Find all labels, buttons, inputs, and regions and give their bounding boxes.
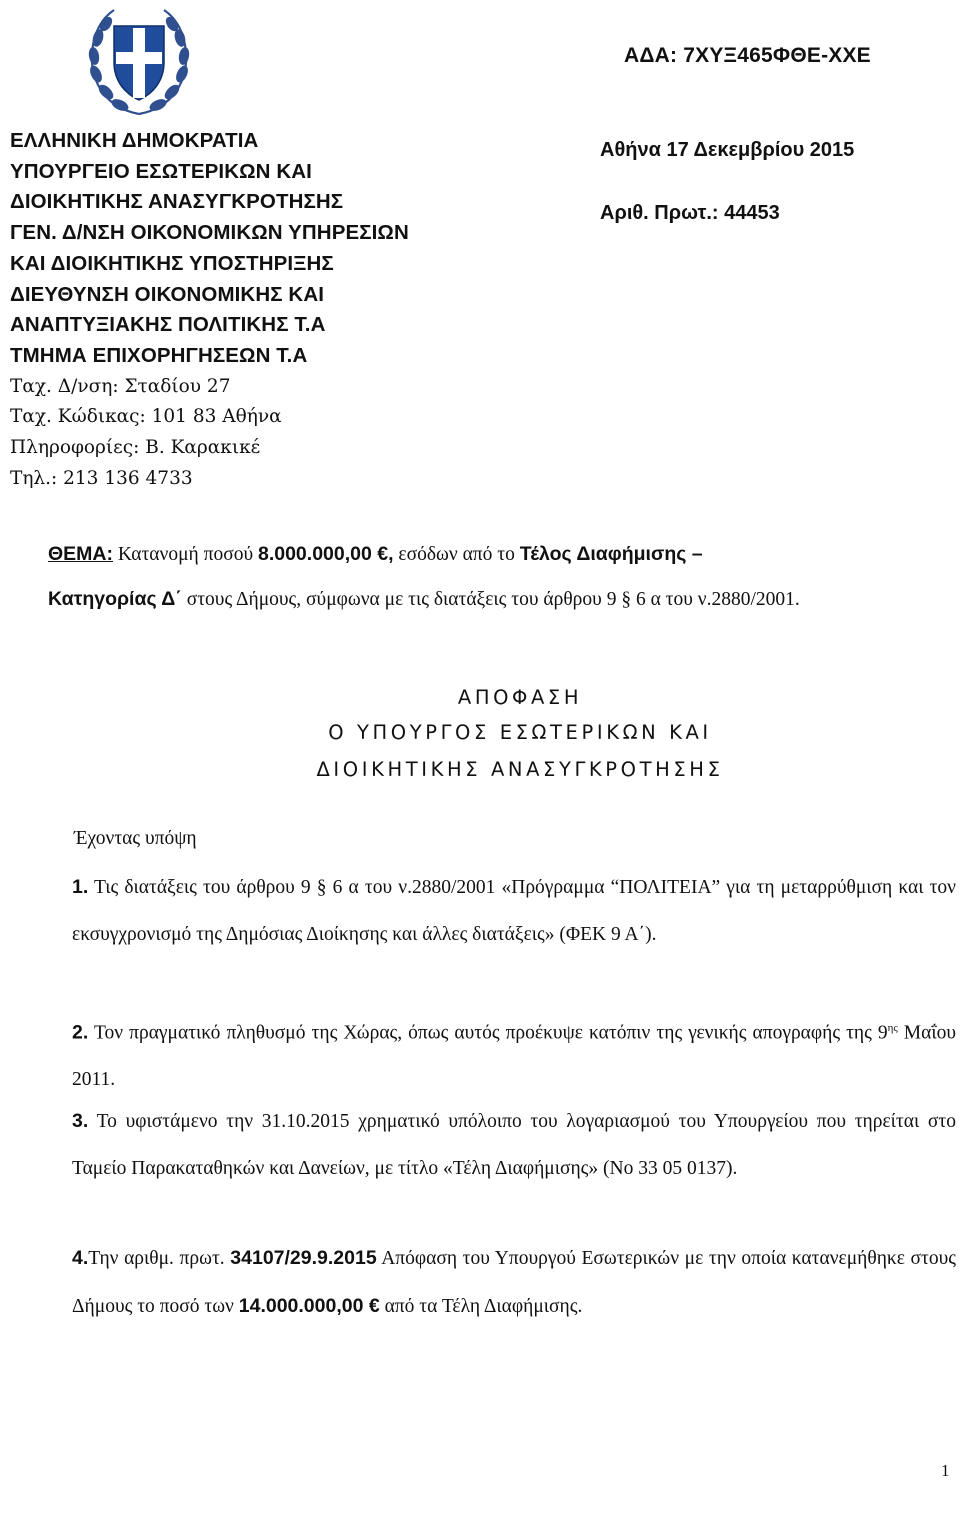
subject-paragraph	[48, 532, 956, 622]
subject-text: στους Δήμους, σύμφωνα με τις διατάξεις του άρθρου 9 § 6 α του ν.2880/2001.	[181, 589, 800, 610]
item-text: Τις διατάξεις του άρθρου 9 § 6 α του ν.2880/2001 «Πρόγραμμα “ΠΟΛΙΤΕΙΑ” για τη μεταρρύθμιση και τον εκσυγχρονισμό της Δημόσιας Διοίκησης και άλλες διατάξεις» (ΦΕΚ 9 Α΄).	[72, 877, 956, 945]
sender-block	[10, 126, 530, 494]
item-number: 2.	[72, 1021, 89, 1044]
sender-line: ΔΙΟΙΚΗΤΙΚΗΣ ΑΝΑΣΥΓΚΡΟΤΗΣΗΣ	[10, 190, 344, 214]
item-text: από τα Τέλη Διαφήμισης.	[379, 1295, 583, 1317]
list-item	[72, 864, 956, 958]
ada-code: ΑΔΑ: 7ΧΥΞ465ΦΘΕ-ΧΧΕ	[624, 44, 871, 67]
address-line: Ταχ. Δ/νση: Σταδίου 27	[10, 375, 231, 397]
page-number: 1	[941, 1461, 950, 1480]
phone-line: Τηλ.: 213 136 4733	[10, 467, 193, 489]
sender-line: ΥΠΟΥΡΓΕΙΟ ΕΣΩΤΕΡΙΚΩΝ ΚΑΙ	[10, 159, 312, 183]
subject-amount: 8.000.000,00 €,	[257, 543, 394, 565]
sender-line: ΔΙΕΥΘΥΝΣΗ ΟΙΚΟΝΟΜΙΚΗΣ ΚΑΙ	[10, 282, 325, 306]
sender-line: ΕΛΛΗΝΙΚΗ ΔΗΜΟΚΡΑΤΙΑ	[10, 129, 259, 152]
item-text: Το υφιστάμενο την 31.10.2015 χρηματικό υπόλοιπο του λογαριασμού του Υπουργείου που τηρείται στο Ταμείο Παρακαταθηκών και Δανείων, με τίτλο «Τέλη Διαφήμισης» (Νο 33 05 0137).	[72, 1111, 956, 1179]
subject-text: Κατανομή ποσού	[113, 544, 258, 565]
considering-label: Έχοντας υπόψη	[74, 828, 197, 849]
list-item	[72, 1098, 956, 1192]
item-number: 1.	[72, 876, 89, 898]
item-reference: 34107/29.9.2015	[230, 1247, 377, 1269]
item-text: Απόφαση του Υπουργού Εσωτερικών με την οποία κατανεμήθηκε στους Δήμους το ποσό των	[72, 1248, 956, 1317]
item-number: 4.	[72, 1247, 89, 1269]
item-superscript: ης	[887, 1022, 898, 1034]
item-text: Την αριθμ. πρωτ.	[88, 1248, 231, 1269]
subject-fee: Τέλος Διαφήμισης –	[519, 543, 703, 565]
contact-line: Πληροφορίες: Β. Καρακικέ	[10, 437, 261, 459]
ministry-title: ΔΙΟΙΚΗΤΙΚΗΣ ΑΝΑΣΥΓΚΡΟΤΗΣΗΣ	[316, 758, 724, 781]
minister-title: Ο ΥΠΟΥΡΓΟΣ ΕΣΩΤΕΡΙΚΩΝ ΚΑΙ	[328, 721, 712, 744]
sender-line: ΚΑΙ ΔΙΟΙΚΗΤΙΚΗΣ ΥΠΟΣΤΗΡΙΞΗΣ	[10, 251, 334, 275]
subject-category: Κατηγορίας Δ΄	[48, 588, 182, 610]
postal-code-line: Ταχ. Κώδικας: 101 83 Αθήνα	[10, 406, 282, 428]
subject-label: ΘΕΜΑ:	[48, 543, 113, 565]
item-number: 3.	[72, 1110, 89, 1132]
sender-line: ΤΜΗΜΑ ΕΠΙΧΟΡΗΓΗΣΕΩΝ Τ.Α	[10, 343, 308, 367]
subject-text: εσόδων από το	[393, 544, 520, 565]
list-item	[72, 1005, 956, 1104]
sender-line: ΓΕΝ. Δ/ΝΣΗ ΟΙΚΟΝΟΜΙΚΩΝ ΥΠΗΡΕΣΙΩΝ	[10, 221, 409, 245]
decision-title: ΑΠΟΦΑΣΗ	[457, 686, 583, 709]
item-amount: 14.000.000,00 €	[238, 1294, 380, 1317]
list-item	[72, 1235, 956, 1330]
coat-of-arms-icon	[86, 4, 192, 118]
protocol-number: Αριθ. Πρωτ.: 44453	[600, 202, 780, 224]
sender-line: ΑΝΑΠΤΥΞΙΑΚΗΣ ΠΟΛΙΤΙΚΗΣ Τ.Α	[10, 313, 326, 337]
item-text: Μαΐου 2011.	[72, 1022, 956, 1090]
document-date: Αθήνα 17 Δεκεμβρίου 2015	[600, 139, 855, 161]
item-text: Τον πραγματικό πληθυσμό της Χώρας, όπως αυτός προέκυψε κατόπιν της γενικής απογραφής της 9	[88, 1022, 888, 1044]
